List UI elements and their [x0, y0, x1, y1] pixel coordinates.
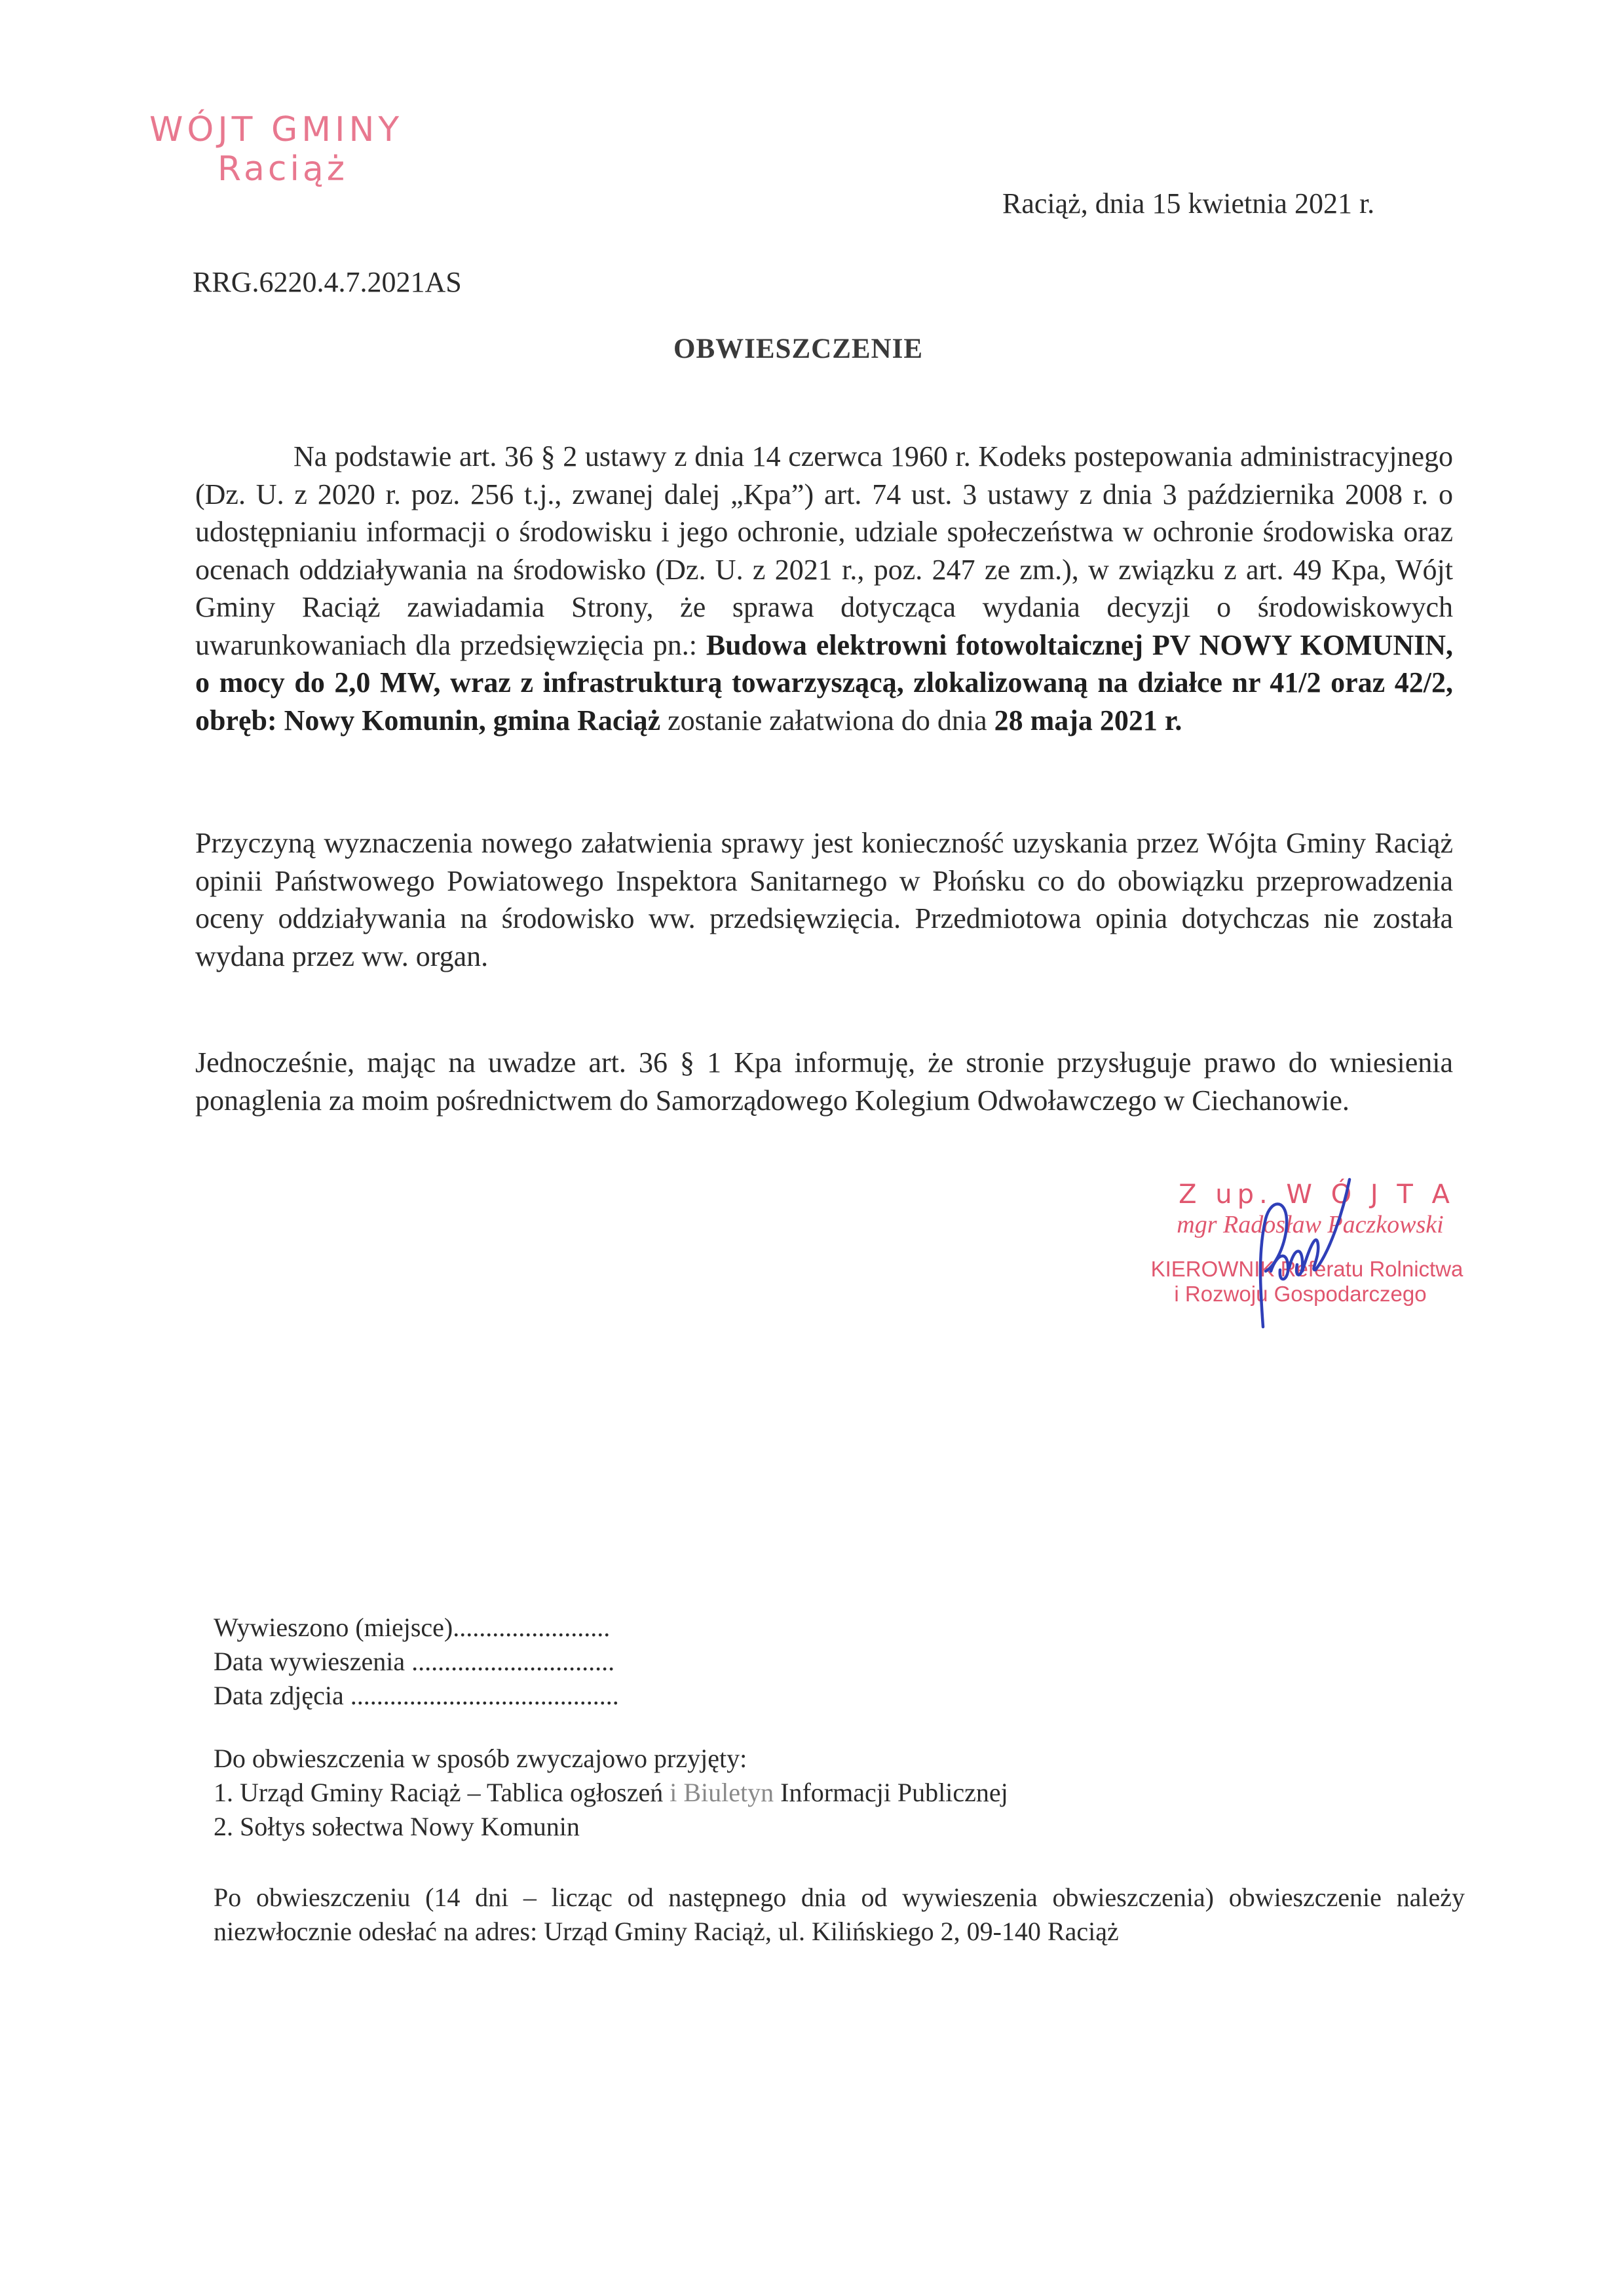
document-title: OBWIESZCZENIE [673, 334, 924, 364]
field-dots: ........................ [453, 1613, 611, 1642]
place-date: Raciąż, dnia 15 kwietnia 2021 r. [1002, 187, 1375, 220]
stamp-line-1: WÓJT GMINY [149, 110, 404, 149]
deadline-date: 28 maja 2021 r. [994, 704, 1182, 737]
field-dots: ......................................... [350, 1681, 619, 1710]
posting-fields [214, 1611, 619, 1713]
stamp-signatory-name: mgr Radosław Paczkowski [1177, 1211, 1444, 1238]
stamp-position-line-1: KIEROWNIK Referatu Rolnictwa [1150, 1257, 1463, 1281]
stamp-position-line-2: i Rozwoju Gospodarczego [1174, 1282, 1427, 1306]
item-text: Informacji Publicznej [774, 1778, 1008, 1807]
distribution-item-2: 2. Sołtys sołectwa Nowy Komunin [214, 1812, 580, 1841]
stamp-line-2: Raciąż [217, 149, 349, 189]
office-stamp [149, 110, 438, 189]
paragraph-text: zostanie załatwiona do dnia [660, 704, 994, 737]
project-name: Budowa elektrowni fotowoltaicznej PV NOWY KOMUNIN, o mocy do 2,0 MW, wraz z infrastrukturą towarzyszącą, zlokalizowaną na działce nr 41/2 oraz 42/2, obręb: Nowy Komunin, gmina Raciąż [195, 628, 1454, 737]
posting-field-date-removed [214, 1679, 619, 1713]
field-label: Data zdjęcia [214, 1681, 350, 1710]
return-instructions: Po obwieszczeniu (14 dni – licząc od następnego dnia od wywieszenia obwieszczenia) obwieszczenie należy niezwłocznie odesłać na adres: Urząd Gminy Raciąż, ul. Kilińskiego 2, 09-140 Raciąż [214, 1883, 1465, 1946]
posting-field-date-posted [214, 1645, 619, 1679]
posting-field-place [214, 1611, 619, 1645]
handwritten-signature-icon [1232, 1173, 1363, 1343]
case-number: RRG.6220.4.7.2021AS [193, 266, 462, 298]
field-label: Data wywieszenia [214, 1647, 412, 1676]
distribution-item-1 [214, 1776, 1008, 1810]
distribution-heading: Do obwieszczenia w sposób zwyczajowo przyjęty: [214, 1744, 747, 1773]
distribution-list [214, 1742, 1008, 1844]
item-text-faded: i Biuletyn [663, 1778, 774, 1807]
field-dots: ............................... [411, 1647, 615, 1676]
paragraph-reason: Przyczyną wyznaczenia nowego załatwienia sprawy jest konieczność uzyskania przez Wójta Gminy Raciąż opinii Państwowego Powiatowego Inspektora Sanitarnego w Płońsku co do obowiązku przeprowadzenia oceny oddziaływania na środowisko ww. przedsięwzięcia. Przedmiotowa opinia dotychczas nie została wydana przez ww. organ. [195, 827, 1453, 972]
paragraph-text: Na podstawie art. 36 § 2 ustawy z dnia 14 czerwca 1960 r. Kodeks postepowania administracyjnego (Dz. U. z 2020 r. poz. 256 t.j., zwanej dalej „Kpa”) art. 74 ust. 3 ustawy z dnia 3 października 2008 r. o udostępnianiu informacji o środowisku i jego ochronie, udziale społeczeństwa w ochronie środowiska oraz ocenach oddziaływania na środowisko (Dz. U. z 2021 r., poz. 247 ze zm.), w związku z art. 49 Kpa, Wójt Gminy Raciąż zawiadamia Strony, że sprawa dotycząca wydania decyzji o środowiskowych uwarunkowaniach dla przedsięwzięcia pn.: [195, 440, 1453, 661]
stamp-authorization: Z up. W Ó J T A [1179, 1179, 1455, 1210]
paragraph-legal-basis [195, 438, 1453, 739]
item-text: 1. Urząd Gminy Raciąż – Tablica ogłoszeń [214, 1778, 664, 1807]
field-label: Wywieszono (miejsce) [214, 1613, 453, 1642]
paragraph-appeal-info: Jednocześnie, mając na uwadze art. 36 § 1 Kpa informuję, że stronie przysługuje prawo do wniesienia ponaglenia za moim pośrednictwem do Samorządowego Kolegium Odwoławczego w Ciechanowie. [195, 1046, 1453, 1117]
